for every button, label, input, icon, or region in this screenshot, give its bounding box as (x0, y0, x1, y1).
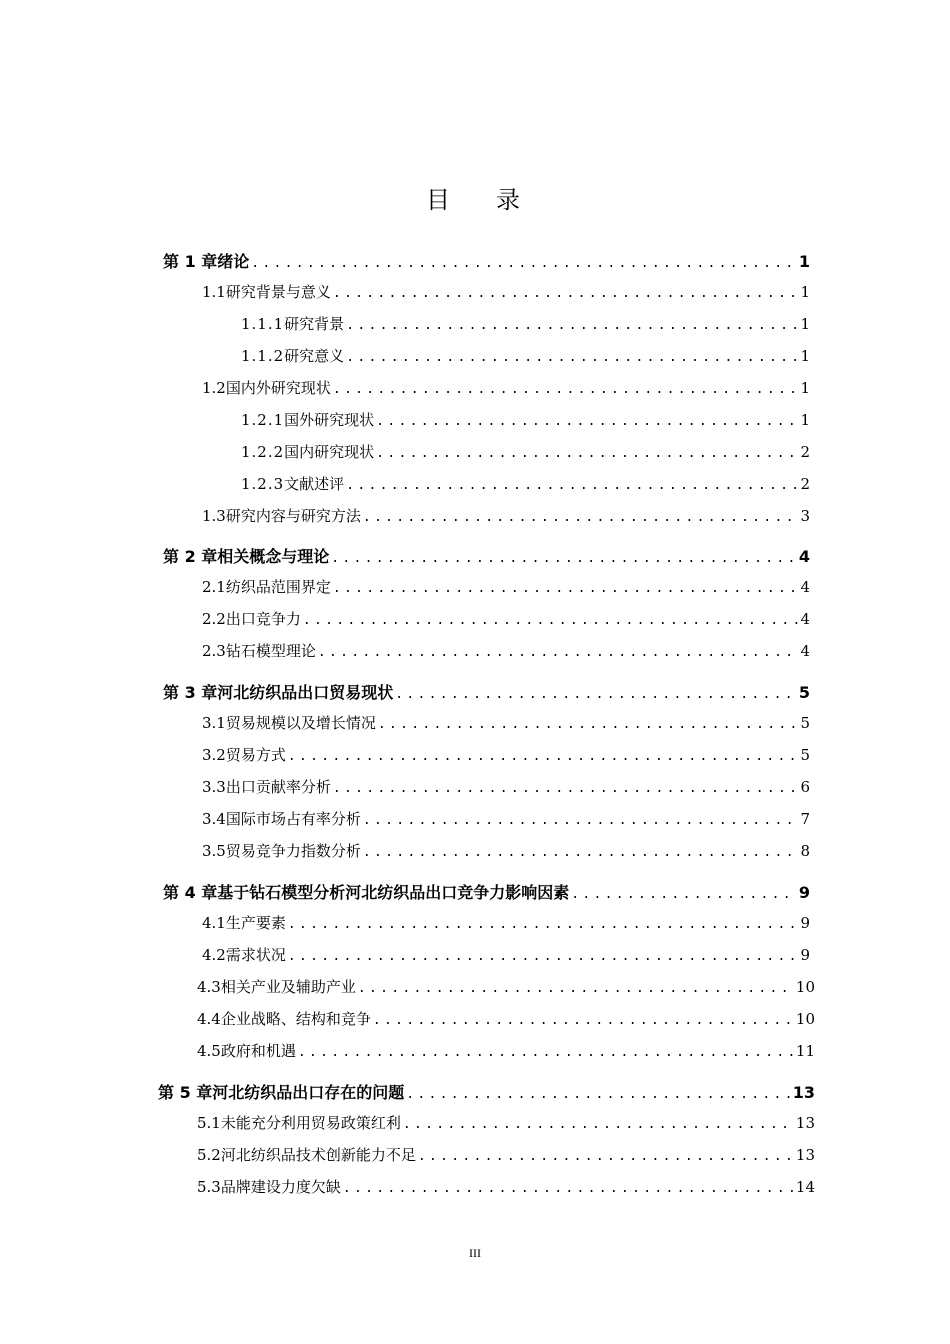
toc-entry-page: 1 (800, 347, 810, 365)
toc-entry-label: 河北纺织品技术创新能力不足 (220, 1146, 416, 1164)
toc-entry-page: 11 (795, 1042, 815, 1060)
toc-entry[interactable] (241, 313, 810, 335)
toc-entry-number: 2.3 (202, 642, 226, 660)
toc-entry-number: 3.3 (202, 778, 226, 796)
toc-title-left: 目 (426, 186, 454, 214)
toc-entry-label: 河北纺织品出口贸易现状 (217, 683, 394, 702)
toc-entry-page: 5 (798, 683, 810, 702)
toc-dot-leader (363, 510, 799, 525)
toc-entry[interactable] (241, 345, 810, 367)
toc-entry[interactable] (202, 640, 810, 662)
toc-entry-label: 国内外研究现状 (225, 379, 331, 397)
toc-dot-leader (298, 1045, 794, 1060)
toc-entry-number: 4.2 (202, 946, 226, 964)
toc-dot-leader (346, 318, 798, 333)
toc-entry[interactable] (202, 776, 810, 798)
toc-dot-leader (378, 717, 799, 732)
toc-entry-page: 9 (800, 914, 810, 932)
toc-title-right: 录 (496, 186, 524, 214)
toc-dot-leader (346, 350, 798, 365)
toc-entry-label: 钻石模型理论 (225, 642, 316, 660)
toc-entry-page: 5 (800, 714, 810, 732)
toc-dot-leader (376, 446, 798, 461)
toc-entry-label: 贸易方式 (225, 746, 286, 764)
toc-entry[interactable] (202, 505, 810, 527)
toc-dot-leader (288, 949, 799, 964)
toc-dot-leader (363, 845, 799, 860)
toc-entry[interactable] (202, 912, 810, 934)
toc-entry-number: 3.4 (202, 810, 226, 828)
toc-entry-label: 文献述评 (284, 475, 345, 493)
toc-entry-label: 研究背景与意义 (225, 283, 331, 301)
toc-entry-page: 1 (800, 379, 810, 397)
toc-entry[interactable] (197, 1040, 815, 1062)
toc-entry-number: 1.2 (202, 379, 226, 397)
toc-entry[interactable] (163, 880, 810, 902)
toc-dot-leader (358, 981, 794, 996)
toc-entry-label: 相关产业及辅助产业 (220, 978, 356, 996)
toc-dot-leader (288, 917, 799, 932)
toc-entry-label: 河北纺织品出口存在的问题 (212, 1083, 405, 1102)
toc-entry[interactable] (197, 1112, 815, 1134)
toc-entry[interactable] (158, 1080, 815, 1102)
toc-entry[interactable] (202, 377, 810, 399)
toc-dot-leader (395, 687, 797, 702)
toc-entry-page: 6 (800, 778, 810, 796)
toc-entry[interactable] (241, 441, 810, 463)
toc-dot-leader (373, 1013, 794, 1028)
toc-entry-number: 第 4 章 (163, 883, 218, 902)
toc-entry[interactable] (197, 1008, 815, 1030)
toc-entry-label: 绪论 (217, 252, 250, 271)
toc-dot-leader (288, 749, 799, 764)
toc-entry-number: 第 3 章 (163, 683, 218, 702)
toc-dot-leader (376, 414, 798, 429)
toc-entry-label: 国际市场占有率分析 (225, 810, 361, 828)
toc-entry-label: 未能充分利用贸易政策红利 (220, 1114, 401, 1132)
toc-dot-leader (333, 581, 799, 596)
toc-dot-leader (406, 1087, 790, 1102)
toc-dot-leader (571, 887, 797, 902)
toc-entry-number: 4.1 (202, 914, 226, 932)
toc-entry-label: 生产要素 (225, 914, 286, 932)
toc-entry[interactable] (197, 1144, 815, 1166)
toc-entry-label: 国内研究现状 (284, 443, 375, 461)
toc-entry-label: 纺织品范围界定 (225, 578, 331, 596)
page-number-footer: III (469, 1246, 481, 1260)
toc-entry[interactable] (202, 840, 810, 862)
toc-entry-label: 贸易竞争力指数分析 (225, 842, 361, 860)
toc-entry-page: 1 (800, 315, 810, 333)
toc-entry-label: 品牌建设力度欠缺 (220, 1178, 341, 1196)
toc-entry-number: 5.3 (197, 1178, 221, 1196)
toc-entry[interactable] (241, 409, 810, 431)
toc-entry-label: 需求状况 (225, 946, 286, 964)
toc-entry-number: 1.2.1 (241, 411, 285, 429)
toc-entry-page: 4 (800, 578, 810, 596)
toc-dot-leader (333, 781, 799, 796)
toc-entry[interactable] (241, 473, 810, 495)
toc-entry-label: 相关概念与理论 (217, 547, 330, 566)
toc-entry-page: 2 (800, 443, 810, 461)
toc-entry-label: 出口竞争力 (225, 610, 301, 628)
toc-entry-number: 4.5 (197, 1042, 221, 1060)
toc-dot-leader (343, 1181, 794, 1196)
toc-entry-number: 5.1 (197, 1114, 221, 1132)
toc-entry-page: 14 (795, 1178, 815, 1196)
toc-entry-number: 4.3 (197, 978, 221, 996)
toc-entry[interactable] (202, 944, 810, 966)
toc-entry[interactable] (202, 281, 810, 303)
toc-entry[interactable] (202, 608, 810, 630)
toc-dot-leader (403, 1117, 794, 1132)
toc-entry-page: 9 (800, 946, 810, 964)
toc-dot-leader (346, 478, 798, 493)
toc-entry-page: 4 (798, 547, 810, 566)
toc-entry-label: 研究意义 (284, 347, 345, 365)
toc-entry-number: 第 2 章 (163, 547, 218, 566)
toc-dot-leader (303, 613, 799, 628)
toc-entry[interactable] (202, 712, 810, 734)
toc-entry-number: 1.1.2 (241, 347, 285, 365)
toc-dot-leader (318, 645, 799, 660)
toc-entry-label: 研究背景 (284, 315, 345, 333)
toc-entry-number: 2.2 (202, 610, 226, 628)
toc-entry-number: 5.2 (197, 1146, 221, 1164)
toc-dot-leader (331, 551, 797, 566)
toc-title (0, 180, 950, 215)
toc-entry[interactable] (163, 249, 810, 271)
toc-entry-number: 1.1.1 (241, 315, 285, 333)
toc-entry-page: 13 (795, 1114, 815, 1132)
toc-entry-page: 13 (792, 1083, 815, 1102)
toc-entry-page: 10 (795, 1010, 815, 1028)
toc-entry-number: 1.1 (202, 283, 226, 301)
toc-entry-page: 13 (795, 1146, 815, 1164)
toc-entry-number: 3.2 (202, 746, 226, 764)
toc-entry-label: 出口贡献率分析 (225, 778, 331, 796)
toc-entry-page: 1 (800, 283, 810, 301)
toc-entry[interactable] (202, 576, 810, 598)
toc-entry-number: 1.2.2 (241, 443, 285, 461)
toc-entry-page: 7 (800, 810, 810, 828)
toc-entry-page: 4 (800, 610, 810, 628)
toc-dot-leader (363, 813, 799, 828)
toc-entry[interactable] (202, 744, 810, 766)
toc-entry-number: 第 1 章 (163, 252, 218, 271)
toc-dot-leader (333, 382, 799, 397)
toc-entry-number: 第 5 章 (158, 1083, 213, 1102)
toc-entry-number: 1.2.3 (241, 475, 285, 493)
toc-entry-label: 研究内容与研究方法 (225, 507, 361, 525)
toc-dot-leader (333, 286, 799, 301)
toc-entry[interactable] (197, 976, 815, 998)
toc-dot-leader (251, 256, 797, 271)
toc-entry-page: 8 (800, 842, 810, 860)
toc-entry-label: 贸易规模以及增长情况 (225, 714, 376, 732)
toc-entry-page: 1 (798, 252, 810, 271)
toc-entry[interactable] (163, 680, 810, 702)
toc-entry-label: 企业战略、结构和竞争 (220, 1010, 371, 1028)
toc-entry[interactable] (202, 808, 810, 830)
toc-entry-label: 政府和机遇 (220, 1042, 296, 1060)
toc-entry-number: 2.1 (202, 578, 226, 596)
toc-entry-page: 5 (800, 746, 810, 764)
toc-entry-page: 9 (798, 883, 810, 902)
toc-entry-number: 3.5 (202, 842, 226, 860)
toc-entry-page: 1 (800, 411, 810, 429)
toc-entry-label: 基于钻石模型分析河北纺织品出口竞争力影响因素 (217, 883, 570, 902)
toc-entry-number: 4.4 (197, 1010, 221, 1028)
toc-entry-number: 3.1 (202, 714, 226, 732)
toc-entry-page: 4 (800, 642, 810, 660)
toc-entry[interactable] (163, 544, 810, 566)
toc-entry-page: 2 (800, 475, 810, 493)
toc-dot-leader (418, 1149, 794, 1164)
toc-entry-number: 1.3 (202, 507, 226, 525)
toc-entry-label: 国外研究现状 (284, 411, 375, 429)
toc-entry-page: 10 (795, 978, 815, 996)
toc-entry-page: 3 (800, 507, 810, 525)
toc-entry[interactable] (197, 1176, 815, 1198)
